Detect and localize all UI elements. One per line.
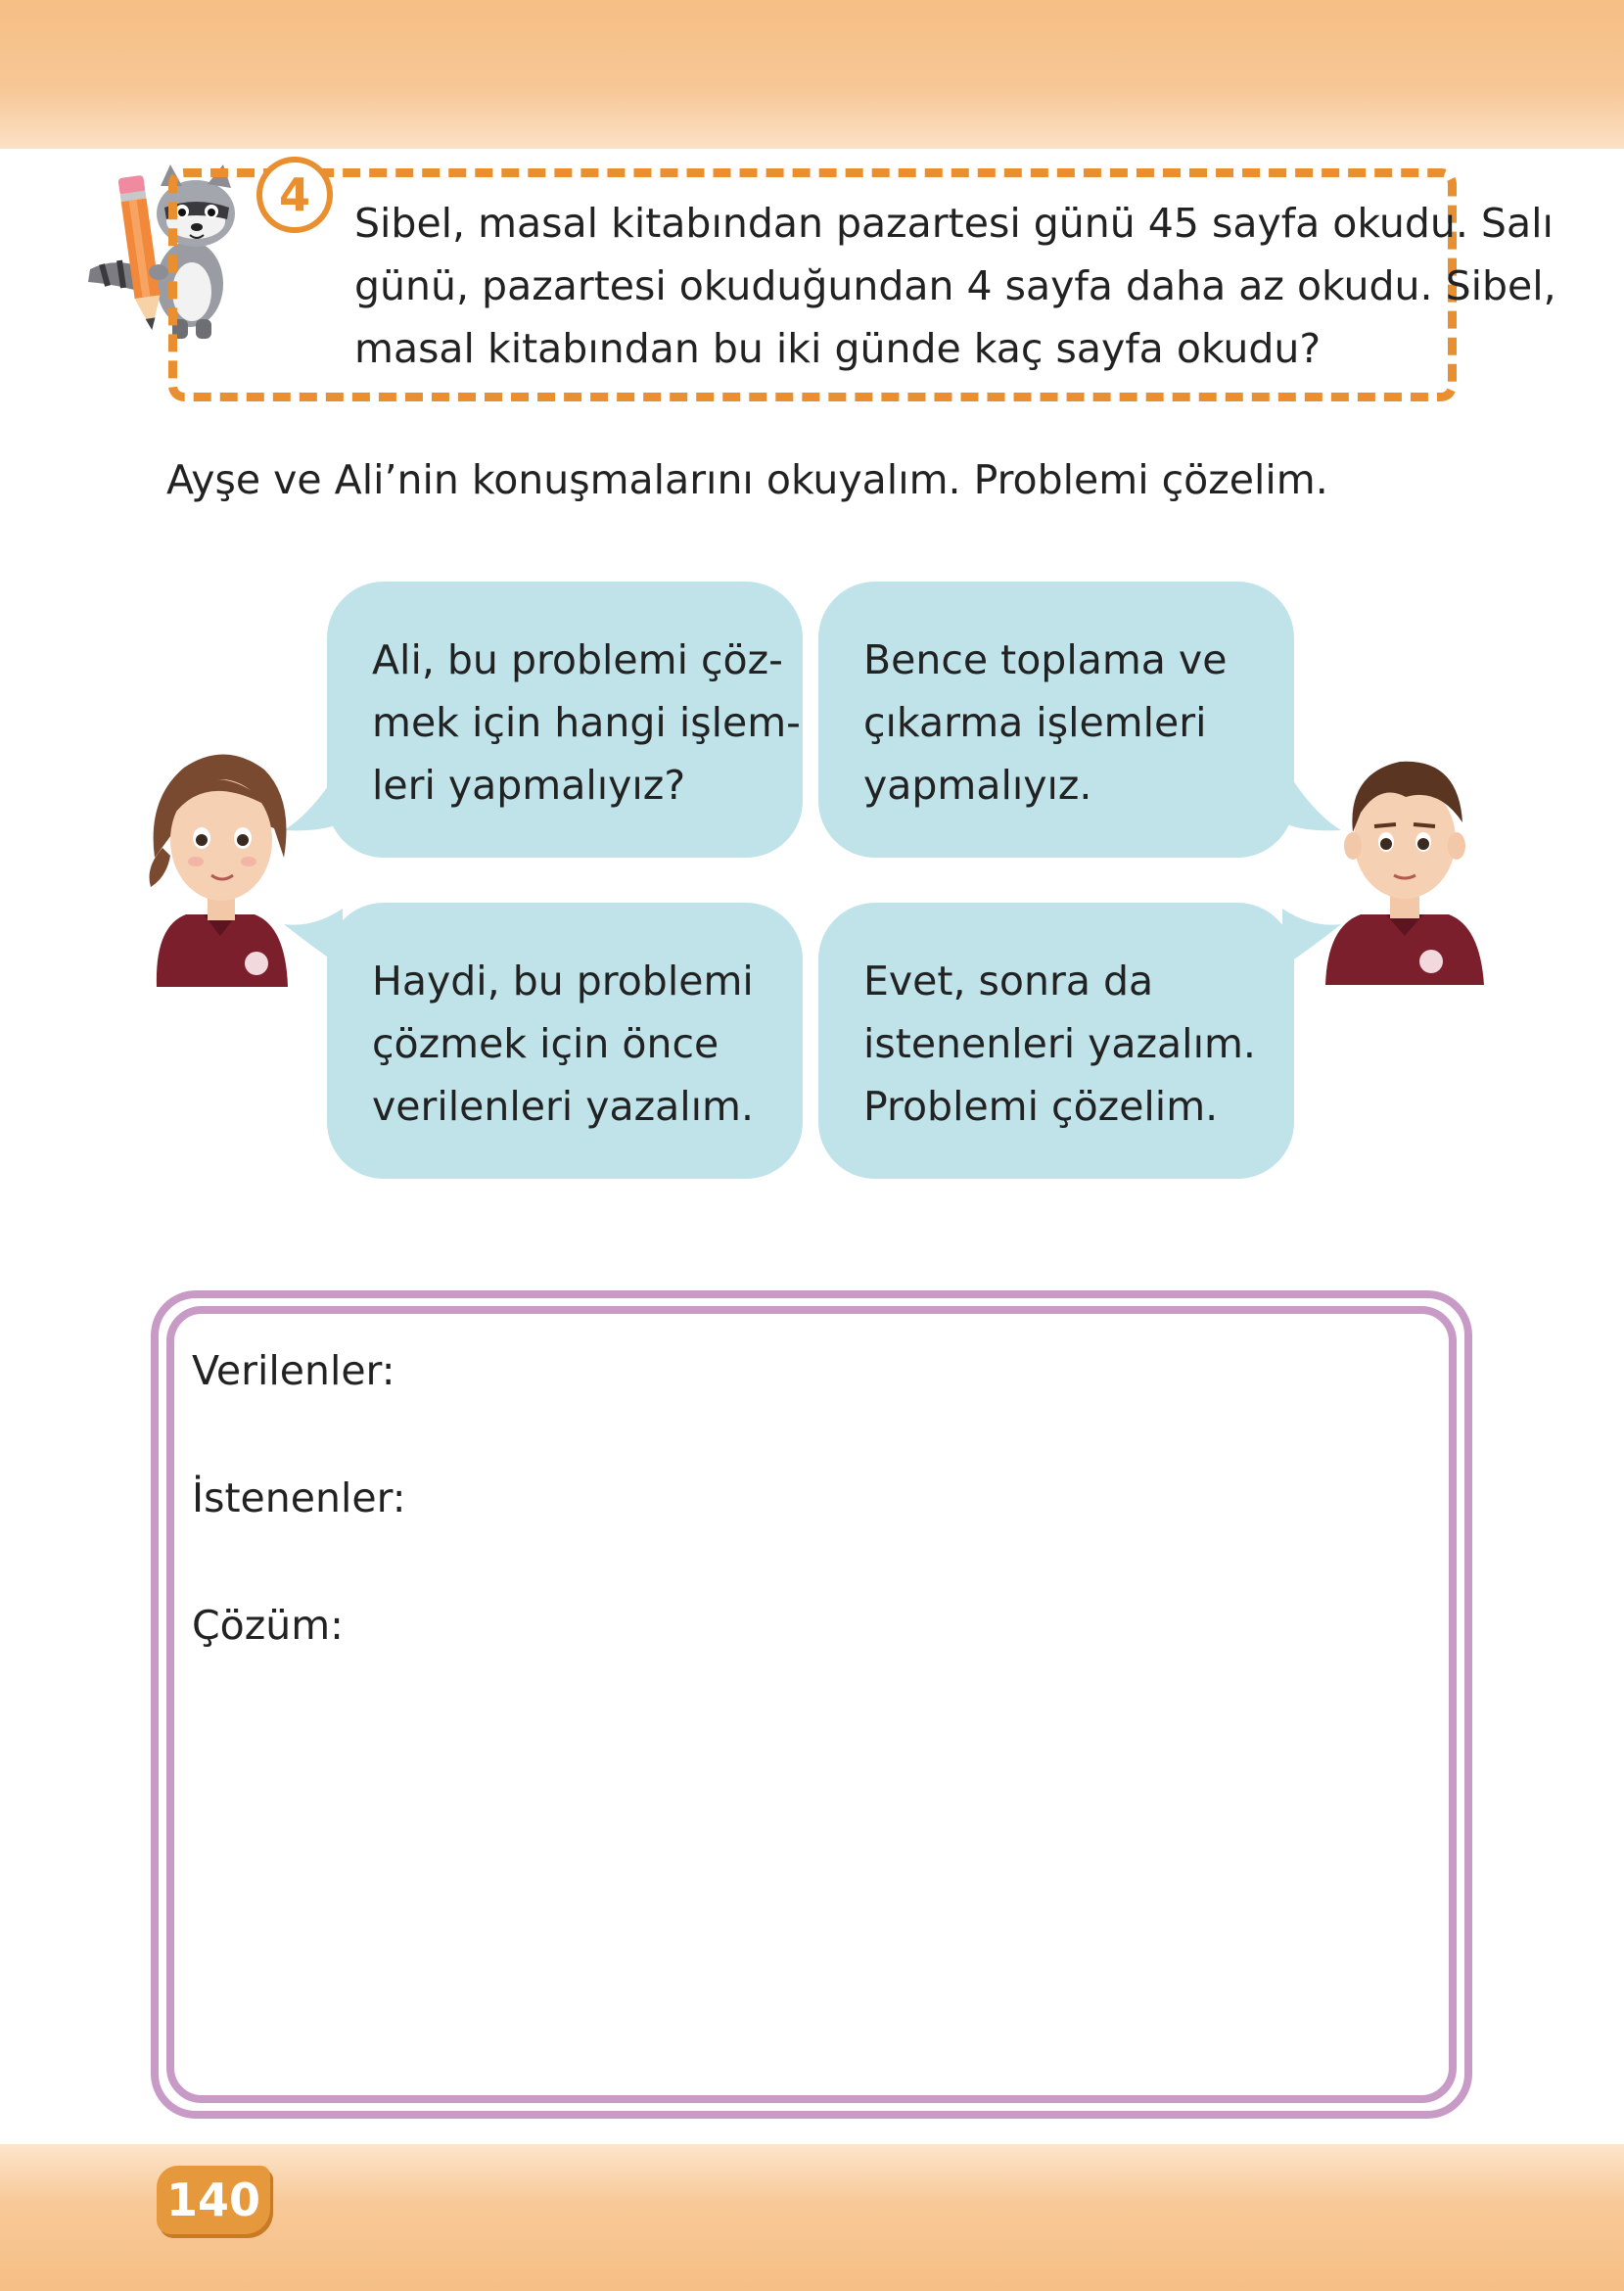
instruction-text: Ayşe ve Ali’nin konuşmalarını okuyalım. Problemi çözelim. <box>166 456 1328 503</box>
bubble-line: mek için hangi işlem- <box>372 699 801 746</box>
answer-box <box>166 1306 1457 2103</box>
problem-statement <box>354 192 1556 380</box>
bubble-line: verilenleri yazalım. <box>372 1083 755 1130</box>
bubble-line: Problemi çözelim. <box>863 1083 1219 1130</box>
ayse-girl-illustration <box>137 740 303 987</box>
problem-number-badge: 4 <box>256 157 333 233</box>
problem-line: Sibel, masal kitabından pazartesi günü 45 sayfa okudu. Salı <box>354 200 1554 247</box>
problem-line: günü, pazartesi okuduğundan 4 sayfa daha az okudu. Sibel, <box>354 262 1556 309</box>
ali-boy-illustration <box>1322 744 1488 985</box>
bubble-line: Evet, sonra da <box>863 958 1154 1005</box>
speech-bubble-ayse-question <box>327 582 803 858</box>
bubble-line: çözmek için önce <box>372 1020 719 1067</box>
solution-label: Çözüm: <box>192 1602 344 1649</box>
bubble-line: Ali, bu problemi çöz- <box>372 636 783 683</box>
given-label: Verilenler: <box>192 1347 395 1394</box>
bubble-line: çıkarma işlemleri <box>863 699 1207 746</box>
page-number-badge: 140 <box>157 2166 270 2234</box>
problem-line: masal kitabından bu iki günde kaç sayfa okudu? <box>354 325 1322 372</box>
speech-bubble-ayse-suggestion <box>327 903 803 1179</box>
asked-label: İstenenler: <box>192 1474 406 1521</box>
speech-bubble-ali-answer <box>818 582 1294 858</box>
top-header-band <box>0 0 1624 149</box>
bubble-line: yapmalıyız. <box>863 762 1092 809</box>
bubble-line: leri yapmalıyız? <box>372 762 686 809</box>
bubble-line: Bence toplama ve <box>863 636 1228 683</box>
speech-bubble-ali-reply <box>818 903 1294 1179</box>
bubble-line: istenenleri yazalım. <box>863 1020 1256 1067</box>
bubble-line: Haydi, bu problemi <box>372 958 754 1005</box>
